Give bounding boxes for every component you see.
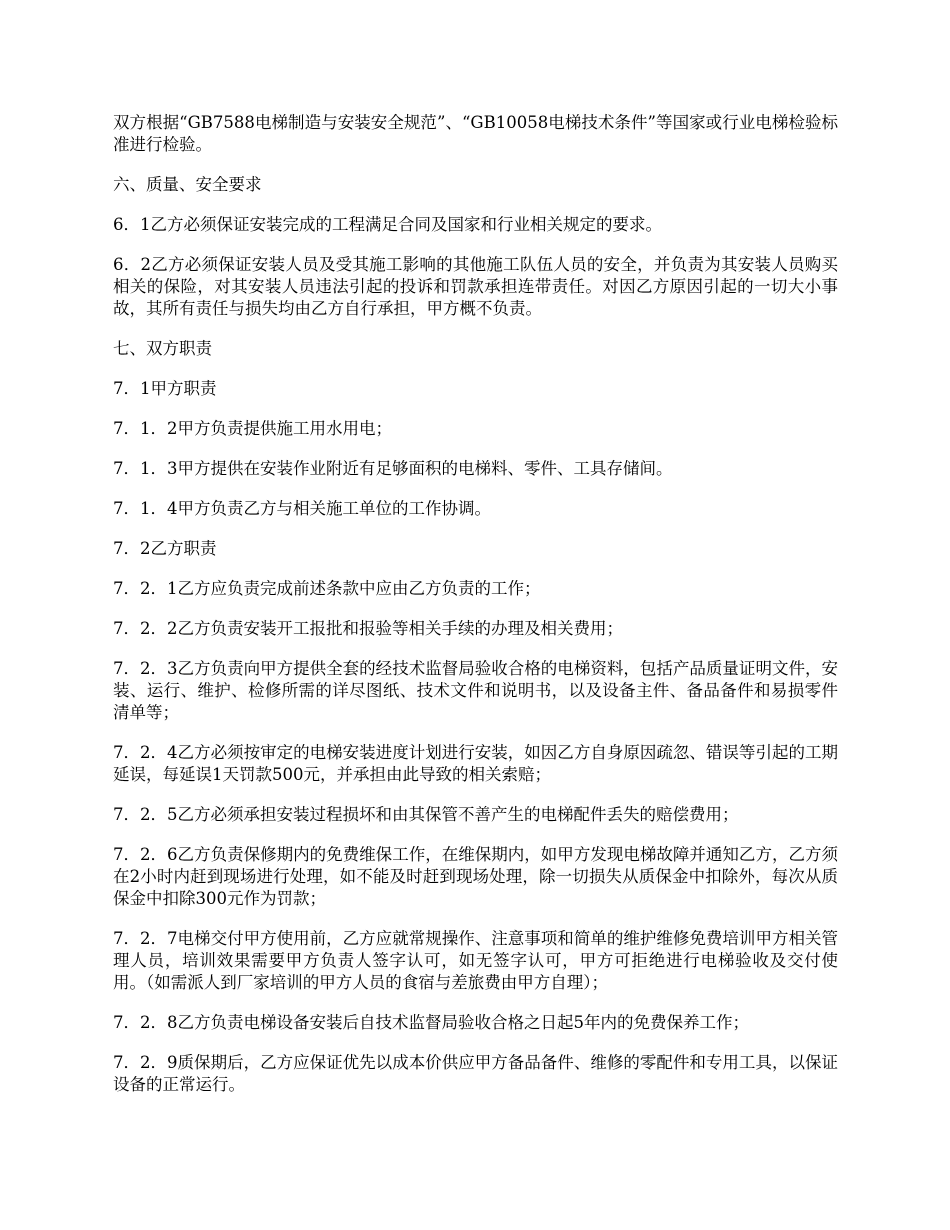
- section-6-heading: 六、质量、安全要求: [113, 175, 262, 194]
- clause-6-2: 6．2乙方必须保证安装人员及受其施工影响的其他施工队伍人员的安全，并负责为其安装人员购买相关的保险，对其安装人员违法引起的投诉和罚款承担连带责任。对因乙方原因引起的一切大小事故，其所有责任与损失均由乙方自行承担，甲方概不负责。: [113, 255, 838, 318]
- clause-7-2-5: 7．2．5乙方必须承担安装过程损坏和由其保管不善产生的电梯配件丢失的赔偿费用；: [113, 805, 739, 824]
- clause-7-2-7: 7．2．7电梯交付甲方使用前，乙方应就常规操作、注意事项和简单的维护维修免费培训甲方相关管理人员，培训效果需要甲方负责人签字认可，如无签字认可，甲方可拒绝进行电梯验收及交付使用。（如需派人到厂家培训的甲方人员的食宿与差旅费由甲方自理）；: [113, 929, 838, 992]
- document-body: [113, 112, 838, 1114]
- clause-7-2-heading: 7．2乙方职责: [113, 539, 217, 558]
- section-7-heading: 七、双方职责: [113, 339, 212, 358]
- clause-7-2-8: 7．2．8乙方负责电梯设备安装后自技术监督局验收合格之日起5年内的免费保养工作；: [113, 1013, 749, 1032]
- clause-6-1: 6．1乙方必须保证安装完成的工程满足合同及国家和行业相关规定的要求。: [113, 215, 662, 234]
- clause-7-1-heading: 7．1甲方职责: [113, 379, 217, 398]
- clause-7-1-2: 7．1．2甲方负责提供施工用水用电；: [113, 419, 392, 438]
- clause-7-2-9: 7．2．9质保期后，乙方应保证优先以成本价供应甲方备品备件、维修的零配件和专用工具，以保证设备的正常运行。: [113, 1053, 838, 1094]
- clause-7-2-1: 7．2．1乙方应负责完成前述条款中应由乙方负责的工作；: [113, 579, 541, 598]
- clause-7-1-3: 7．1．3甲方提供在安装作业附近有足够面积的电梯料、零件、工具存储间。: [113, 459, 673, 478]
- clause-7-1-4: 7．1．4甲方负责乙方与相关施工单位的工作协调。: [113, 499, 491, 518]
- clause-7-2-3: 7．2．3乙方负责向甲方提供全套的经技术监督局验收合格的电梯资料，包括产品质量证明文件，安装、运行、维护、检修所需的详尽图纸、技术文件和说明书，以及设备主件、备品备件和易损零件清单等；: [113, 659, 838, 722]
- clause-7-2-4: 7．2．4乙方必须按审定的电梯安装进度计划进行安装，如因乙方自身原因疏忽、错误等引起的工期延误，每延误1天罚款500元，并承担由此导致的相关索赔；: [113, 743, 838, 784]
- inspection-standards-paragraph: 双方根据“GB7588电梯制造与安装安全规范”、“GB10058电梯技术条件”等国家或行业电梯检验标准进行检验。: [113, 113, 838, 154]
- clause-7-2-2: 7．2．2乙方负责安装开工报批和报验等相关手续的办理及相关费用；: [113, 619, 623, 638]
- clause-7-2-6: 7．2．6乙方负责保修期内的免费维保工作，在维保期内，如甲方发现电梯故障并通知乙方，乙方须在2小时内赶到现场进行处理，如不能及时赶到现场处理，除一切损失从质保金中扣除外，每次从质保金中扣除300元作为罚款；: [113, 845, 838, 908]
